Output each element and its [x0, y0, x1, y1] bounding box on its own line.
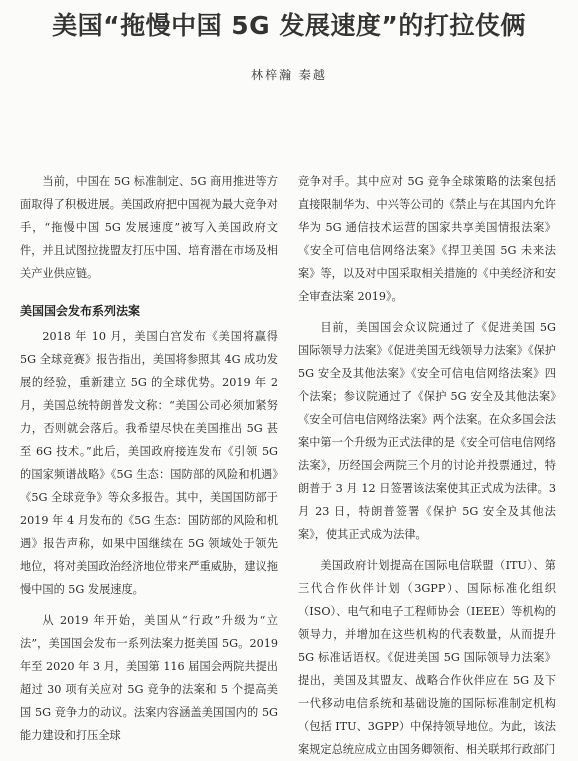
body-paragraph: 美国政府计划提高在国际电信联盟（ITU）、第三代合作伙伴计划（3GPP）、国际标准化组织（ISO）、电气和电子工程师协会（IEEE）等机构的领导力，并增加在这些机构的代表数量，从而提升 5G 标准话语权。《促进美国 5G 国际领导力法案》提出，美国及其盟友、战略合作伙伴应在 5G 及下一代移动电信系统和基础设施的国际标准制定机构（包括 ITU、3GPP）中保持领导地位。为此，该法案规定总统应成立由国务卿领衔、相关联邦行政部门: [298, 559, 556, 756]
body-paragraph: 从 2019 年开始，美国从“行政”升级为“立法”，美国国会发布一系列法案力挺美国 5G。2019 年至 2020 年 3 月，美国第 116 届国会两院共提出超过 30 项有关应对 5G 竞争的法案和 5 个提高美国 5G 竞争力的动议。法案内容涵盖美国国内的 5G 能力建设和打压全球: [20, 614, 278, 742]
intro-paragraph: 当前，中国在 5G 标准制定、5G 商用推进等方面取得了积极进展。美国政府把中国视为最大竞争对手，“拖慢中国 5G 发展速度”被写入美国政府文件，并且试图拉拢盟友打压中国、培育潜在市场及相关产业供应链。: [20, 175, 278, 280]
body-paragraph: 竞争对手。其中应对 5G 竞争全球策略的法案包括直接限制华为、中兴等公司的《禁止与在其国内允许华为 5G 通信技术运营的国家共享美国情报法案》《安全可信电信网络法案》《捍卫美国 5G 未来法案》等，以及对中国采取相关措施的《中美经济和安全审查法案 2019》。: [298, 175, 556, 303]
left-column: [20, 170, 278, 747]
right-column: [298, 170, 556, 761]
article-title: 美国“拖慢中国 5G 发展速度”的打拉伎俩: [52, 11, 526, 40]
article-authors: 林梓瀚 秦越: [251, 68, 327, 82]
body-paragraph: 目前，美国国会众议院通过了《促进美国 5G 国际领导力法案》《促进美国无线领导力法案》《保护 5G 安全及其他法案》《安全可信电信网络法案》四个法案；参议院通过了《保护 5G 安全及其他法案》《安全可信电信网络法案》两个法案。在众多国会法案中第一个升级为正式法律的是《安全可信电信网络法案》，历经国会两院三个月的讨论并投票通过，特朗普于 3 月 12 日签署该法案使其正式成为法律。3 月 23 日，特朗普签署《保护 5G 安全及其他法案》，使其正式成为法律。: [298, 321, 556, 541]
section-heading: 美国国会发布系列法案: [20, 304, 141, 318]
body-paragraph: 2018 年 10 月，美国白宫发布《美国将赢得 5G 全球竞赛》报告指出，美国将参照其 4G 成功发展的经验，重新建立 5G 的全球优势。2019 年 2 月，美国总统特朗普发文称：“美国公司必须加紧努力，否则就会落后。我希望尽快在美国推出 5G 甚至 6G 技术。”此后，美国政府接连发布《引领 5G 的国家频谱战略》《5G 生态：国防部的风险和机遇》《5G 全球竞争》等众多报告。其中，美国国防部于 2019 年 4 月发布的《5G 生态：国防部的风险和机遇》报告声称，如果中国继续在 5G 领域处于领先地位，将对美国政治经济地位带来严重威胁，建议拖慢中国的 5G 发展速度。: [20, 330, 278, 596]
